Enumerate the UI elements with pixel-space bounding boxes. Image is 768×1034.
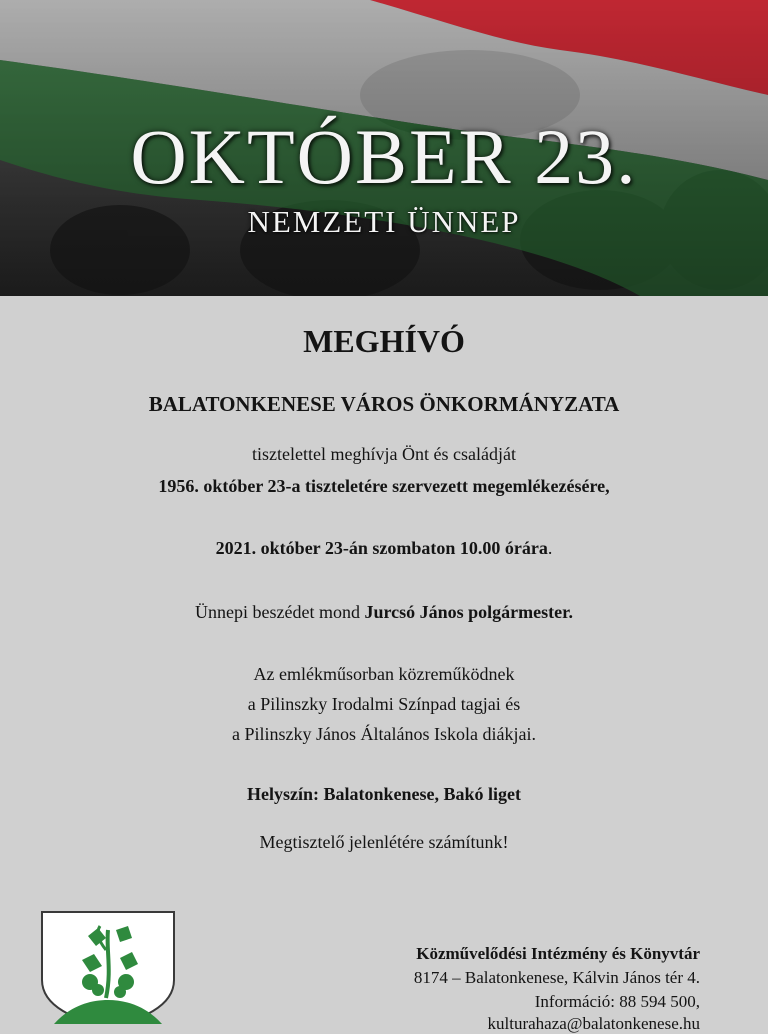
speech-prefix: Ünnepi beszédet mond <box>195 602 365 622</box>
organizer-name: BALATONKENESE VÁROS ÖNKORMÁNYZATA <box>148 392 620 416</box>
event-date-end: . <box>547 538 553 558</box>
institution-email: kulturahaza@balatonkenese.hu <box>487 1014 700 1033</box>
venue-line: Helyszín: Balatonkenese, Bakó liget <box>247 784 521 804</box>
speech-line <box>0 602 768 624</box>
invitation-line-2: 1956. október 23-a tiszteletére szervezett megemlékezésére, <box>158 476 610 496</box>
town-coat-of-arms <box>40 910 176 1024</box>
event-date-bold: 2021. október 23-án szombaton 10.00 órára <box>215 538 548 558</box>
banner-title: OKTÓBER 23. <box>130 113 638 200</box>
institution-phone: Információ: 88 594 500, <box>534 992 700 1011</box>
invitation-heading: MEGHÍVÓ <box>303 323 465 359</box>
institution-name: Közművelődési Intézmény és Könyvtár <box>416 944 700 963</box>
institution-address: 8174 – Balatonkenese, Kálvin János tér 4. <box>413 968 700 987</box>
invitation-line-1: tisztelettel meghívja Önt és családját <box>252 444 516 464</box>
closing-line: Megtisztelő jelenlétére számítunk! <box>259 832 509 852</box>
banner-subtitle: NEMZETI ÜNNEP <box>247 204 521 239</box>
program-line-1: Az emlékműsorban közreműködnek <box>253 664 515 684</box>
program-line-3: a Pilinszky János Általános Iskola diákjai. <box>232 724 536 744</box>
program-line-2: a Pilinszky Irodalmi Színpad tagjai és <box>247 694 521 714</box>
speaker-name: Jurcsó János polgármester. <box>364 602 573 622</box>
event-date <box>0 538 768 560</box>
banner <box>0 0 768 296</box>
